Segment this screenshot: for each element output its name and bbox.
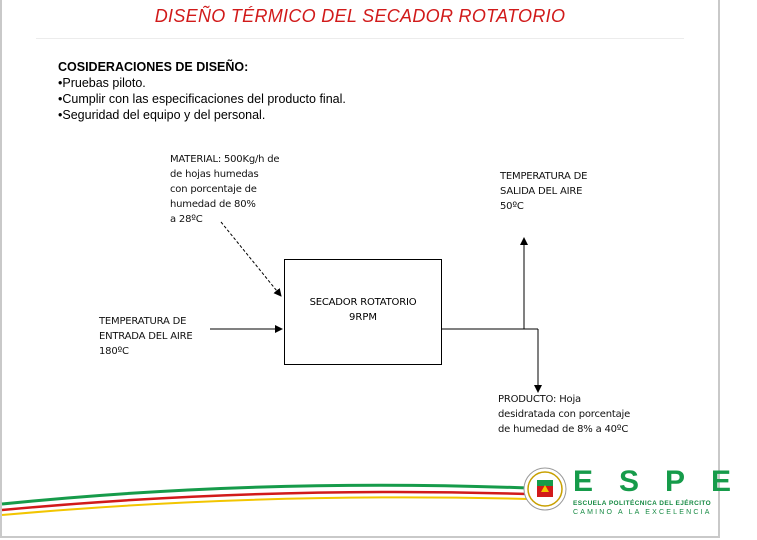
material-label: MATERIAL: 500Kg/h de de hojas humedas con porcentaje de humedad de 80% a 28ºC xyxy=(170,154,280,225)
dryer-speed: 9RPM xyxy=(349,312,377,323)
dryer-name: SECADOR ROTATORIO xyxy=(309,297,417,308)
logo-stripe-red xyxy=(2,492,528,510)
considerations-heading: COSIDERACIONES DE DISEÑO: xyxy=(58,60,249,74)
product-label: PRODUCTO: Hoja desidratada con porcentaje de humedad de 8% a 40ºC xyxy=(498,394,631,435)
air-outlet-label: TEMPERATURA DE SALIDA DEL AIRE 50ºC xyxy=(500,171,588,212)
espe-logo-line2: CAMINO A LA EXCELENCIA xyxy=(573,509,712,516)
logo-stripe-yellow xyxy=(2,497,528,515)
espe-logo-line1: ESCUELA POLITÉCNICA DEL EJÉRCITO xyxy=(573,500,712,507)
espe-emblem-icon xyxy=(524,468,566,510)
espe-logo-letters: ESPE xyxy=(573,465,757,498)
consideration-item: •Cumplir con las especificaciones del producto final. xyxy=(58,92,346,106)
consideration-item: •Pruebas piloto. xyxy=(58,76,146,90)
consideration-item: •Seguridad del equipo y del personal. xyxy=(58,108,266,122)
air-inlet-label: TEMPERATURA DE ENTRADA DEL AIRE 180ºC xyxy=(99,316,193,357)
slide-title: DISEÑO TÉRMICO DEL SECADOR ROTATORIO xyxy=(154,6,566,26)
